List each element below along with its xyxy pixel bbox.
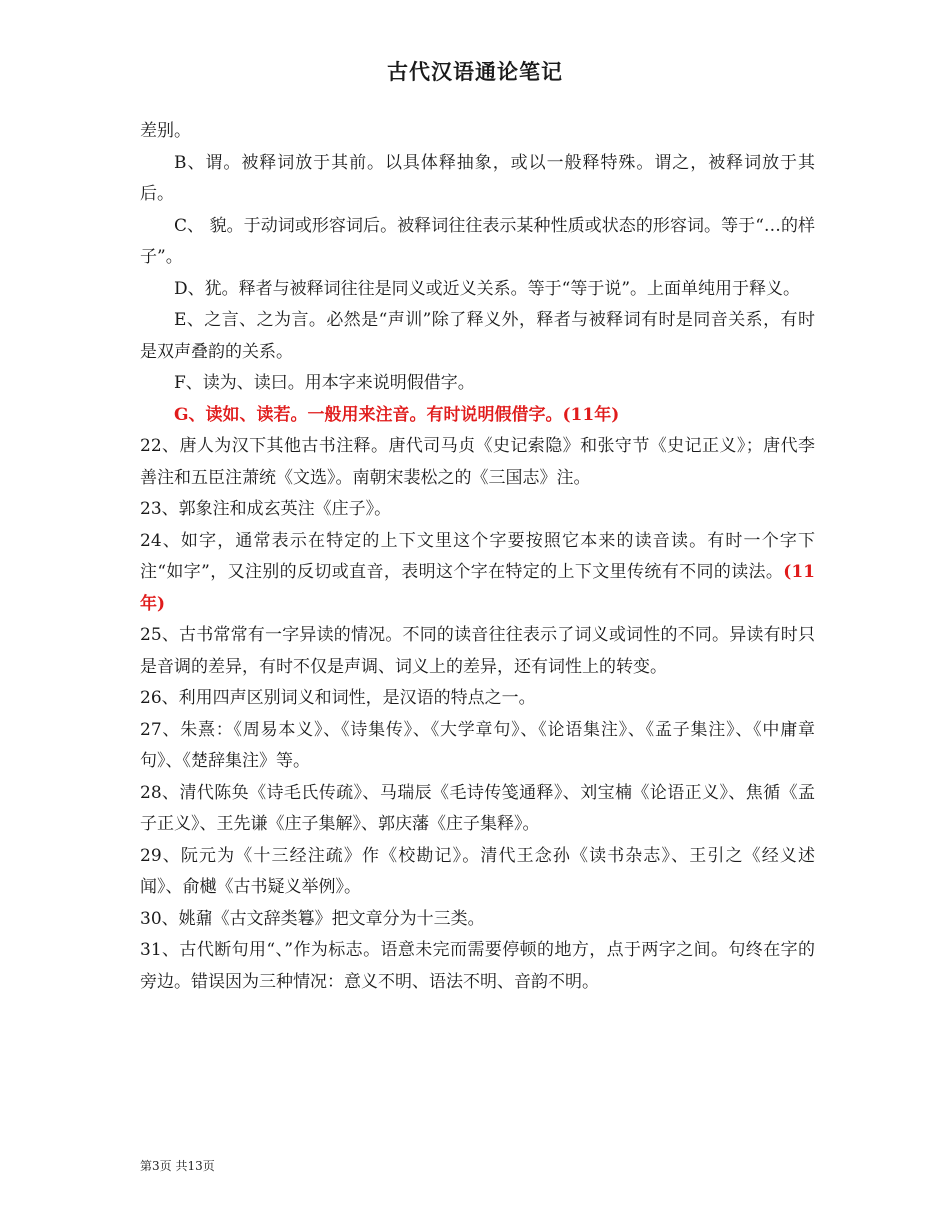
paragraph-continuation: 差别。 — [140, 121, 191, 141]
note-item-31: 31、古代断句用“、”作为标志。语意未完而需要停顿的地方，点于两字之间。句终在字的旁边。错误因为三种情况：意义不明、语法不明、音韵不明。 — [140, 940, 815, 992]
note-item-d: D、犹。释者与被释词往往是同义或近义关系。等于“等于说”。上面单纯用于释义。 — [174, 278, 801, 299]
notes-body — [140, 116, 815, 998]
page-title: 古代汉语通论笔记 — [387, 59, 563, 84]
page-number: 第3页 共13页 — [140, 1159, 215, 1173]
note-item-26: 26、利用四声区别词义和词性，是汉语的特点之一。 — [140, 688, 536, 708]
note-item-c: C、 貌。于动词或形容词后。被释词往往表示某种性质或状态的形容词。等于“…的样子”。 — [140, 215, 815, 267]
note-item-25: 25、古书常常有一字异读的情况。不同的读音往往表示了词义或词性的不同。异读有时只是音调的差异，有时不仅是声调、词义上的差异，还有词性上的转变。 — [140, 625, 815, 677]
note-item-f: F、读为、读曰。用本字来说明假借字。 — [174, 373, 475, 393]
note-item-b: B、谓。被释词放于其前。以具体释抽象，或以一般释特殊。谓之，被释词放于其后。 — [140, 152, 815, 204]
note-item-g-highlighted: G、读如、读若。一般用来注音。有时说明假借字。(11年) — [174, 404, 620, 425]
exam-year-tag: (11年) — [140, 562, 815, 614]
note-item-24-text: 24、如字，通常表示在特定的上下文里这个字要按照它本来的读音读。有时一个字下注“如字”，又注别的反切或直音，表明这个字在特定的上下文里传统有不同的读法。 — [140, 530, 815, 582]
note-item-30: 30、姚鼐《古文辞类篹》把文章分为十三类。 — [140, 908, 485, 929]
note-item-24 — [140, 526, 815, 621]
note-item-e: E、之言、之为言。必然是“声训”除了释义外，释者与被释词有时是同音关系，有时是双声叠韵的关系。 — [140, 310, 815, 362]
note-item-22: 22、唐人为汉下其他古书注释。唐代司马贞《史记索隐》和张守节《史记正义》；唐代李善注和五臣注萧统《文选》。南朝宋裴松之的《三国志》注。 — [140, 436, 815, 488]
note-item-27: 27、朱熹：《周易本义》、《诗集传》、《大学章句》、《论语集注》、《孟子集注》、《中庸章句》、《楚辞集注》等。 — [140, 719, 815, 771]
note-item-23: 23、郭象注和成玄英注《庄子》。 — [140, 499, 392, 519]
note-item-28: 28、清代陈奂《诗毛氏传疏》、马瑞辰《毛诗传笺通释》、刘宝楠《论语正义》、焦循《孟子正义》、王先谦《庄子集解》、郭庆藩《庄子集释》。 — [140, 782, 815, 834]
note-item-29: 29、阮元为《十三经注疏》作《校勘记》。清代王念孙《读书杂志》、王引之《经义述闻》、俞樾《古书疑义举例》。 — [140, 845, 815, 897]
